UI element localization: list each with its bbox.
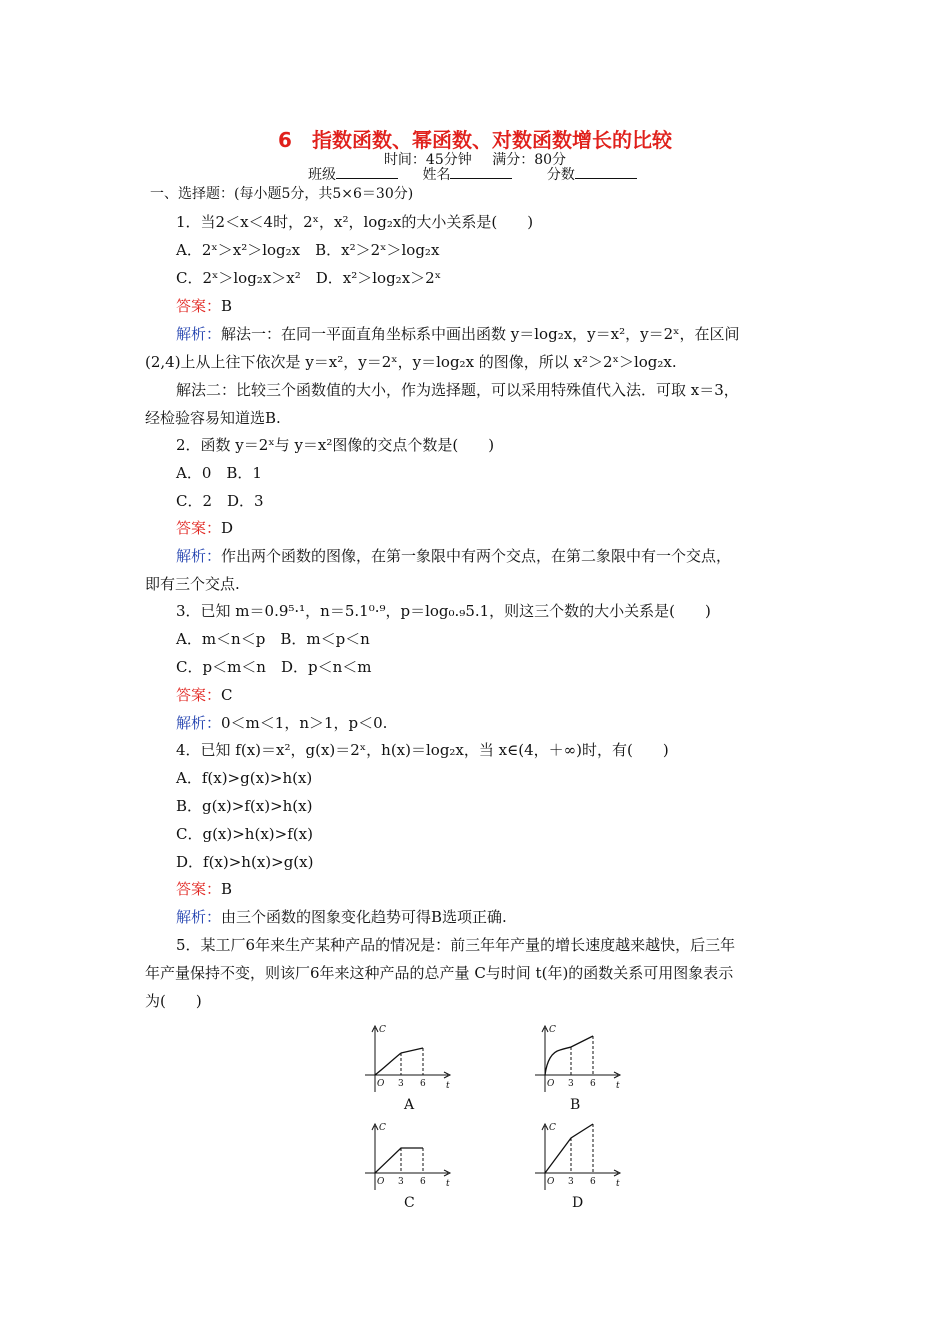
graph-c (360, 1118, 460, 1198)
graph-b-label: B (570, 1097, 581, 1113)
graph-c-label: C (404, 1195, 415, 1211)
analysis-label: 解析： (176, 547, 222, 565)
page-title: 6 指数函数、幂函数、对数函数增长的比较 (278, 128, 672, 152)
tick-3: 3 (398, 1079, 404, 1089)
q4-answer (176, 878, 232, 899)
q4-stem: 4．已知 f(x)＝x²，g(x)＝2ˣ，h(x)＝log₂x，当 x∈(4，＋∞)时，有( ) (176, 741, 669, 759)
time-limit: 时间：45分钟 (383, 152, 472, 168)
q2-analysis-2: 即有三个交点. (145, 575, 240, 593)
student-info (308, 164, 637, 184)
graph-d (530, 1118, 630, 1198)
q4-option-b: B．g(x)>f(x)>h(x) (176, 797, 313, 815)
q2-options-cd: C．2 D．3 (176, 492, 264, 510)
tick-6: 6 (420, 1177, 426, 1187)
graph-d-label: D (572, 1195, 584, 1211)
axis-y-label: C (549, 1025, 556, 1035)
tick-6: 6 (590, 1177, 596, 1187)
axis-y-label: C (379, 1025, 386, 1035)
q1-options-cd: C．2ˣ＞log₂x＞x² D．x²＞log₂x＞2ˣ (176, 269, 442, 287)
axis-y-label: C (549, 1123, 556, 1133)
q1-analysis-1 (176, 323, 740, 344)
answer-value: C (221, 686, 233, 704)
q1-answer (176, 295, 232, 316)
axis-y-label: C (379, 1123, 386, 1133)
score-label: 分数 (546, 167, 575, 183)
answer-label: 答案： (176, 880, 222, 898)
axis-x-label: t (616, 1179, 620, 1189)
q2-options-ab: A．0 B．1 (176, 464, 262, 482)
class-label: 班级 (308, 167, 336, 183)
q5-stem-1: 5．某工厂6年来生产某种产品的情况是：前三年年产量的增长速度越来越快，后三年 (176, 936, 736, 954)
q5-stem-3: 为( ) (145, 992, 202, 1010)
q4-analysis (176, 906, 507, 927)
tick-3: 3 (568, 1177, 574, 1187)
section-heading: 一、选择题：(每小题5分，共5×6＝30分) (150, 186, 414, 202)
name-label: 姓名 (422, 167, 451, 183)
q3-options-ab: A．m＜n＜p B．m＜p＜n (176, 630, 370, 648)
tick-6: 6 (420, 1079, 426, 1089)
q2-answer (176, 517, 233, 538)
origin-label: O (547, 1079, 555, 1089)
origin-label: O (377, 1177, 385, 1187)
q1-options-ab: A．2ˣ＞x²＞log₂x B．x²＞2ˣ＞log₂x (176, 241, 440, 259)
analysis-text: 由三个函数的图象变化趋势可得B选项正确. (221, 908, 507, 926)
q1-analysis-4: 经检验容易知道选B. (145, 409, 281, 427)
axis-x-label: t (616, 1081, 620, 1091)
axis-x-label: t (446, 1081, 450, 1091)
q3-analysis (176, 712, 387, 733)
name-blank[interactable] (450, 166, 512, 179)
analysis-text: 解法一：在同一平面直角坐标系中画出函数 y＝log₂x，y＝x²，y＝2ˣ，在区间 (221, 325, 740, 343)
origin-label: O (547, 1177, 555, 1187)
analysis-label: 解析： (176, 908, 222, 926)
axis-x-label: t (446, 1179, 450, 1189)
q4-option-d: D．f(x)>h(x)>g(x) (176, 853, 314, 871)
q5-stem-2: 年产量保持不变，则该厂6年来这种产品的总产量 C与时间 t(年)的函数关系可用图象表示 (145, 964, 734, 982)
q4-option-c: C．g(x)>h(x)>f(x) (176, 825, 313, 843)
answer-value: B (221, 297, 233, 315)
analysis-text: 作出两个函数的图像，在第一象限中有两个交点，在第二象限中有一个交点， (221, 547, 732, 565)
class-blank[interactable] (336, 166, 398, 179)
answer-label: 答案： (176, 297, 222, 315)
answer-value: B (221, 880, 233, 898)
tick-6: 6 (590, 1079, 596, 1089)
tick-3: 3 (398, 1177, 404, 1187)
q1-stem: 1．当2＜x＜4时，2ˣ，x²，log₂x的大小关系是( ) (176, 213, 534, 231)
analysis-label: 解析： (176, 325, 222, 343)
graph-b (530, 1020, 630, 1100)
full-score: 满分：80分 (492, 152, 567, 168)
answer-label: 答案： (176, 519, 222, 537)
q3-options-cd: C．p＜m＜n D．p＜n＜m (176, 658, 372, 676)
q1-analysis-3: 解法二：比较三个函数值的大小，作为选择题，可以采用特殊值代入法．可取 x＝3， (176, 381, 739, 399)
analysis-text: 0＜m＜1，n＞1，p＜0. (221, 714, 388, 732)
q3-answer (176, 684, 233, 705)
q2-stem: 2．函数 y＝2ˣ与 y＝x²图像的交点个数是( ) (176, 436, 495, 454)
answer-label: 答案： (176, 686, 222, 704)
graph-a (360, 1020, 460, 1100)
origin-label: O (377, 1079, 385, 1089)
answer-value: D (221, 519, 234, 537)
score-blank[interactable] (575, 166, 637, 179)
q1-analysis-2: (2,4)上从上往下依次是 y＝x²，y＝2ˣ，y＝log₂x 的图像，所以 x²＞2ˣ＞log₂x. (145, 353, 677, 371)
analysis-label: 解析： (176, 714, 222, 732)
q3-stem: 3．已知 m＝0.9⁵·¹，n＝5.1⁰·⁹，p＝log₀.₉5.1，则这三个数的大小关系是( ) (176, 602, 711, 620)
q2-analysis-1 (176, 545, 731, 566)
graph-a-label: A (404, 1097, 415, 1113)
tick-3: 3 (568, 1079, 574, 1089)
q4-option-a: A．f(x)>g(x)>h(x) (176, 769, 313, 787)
